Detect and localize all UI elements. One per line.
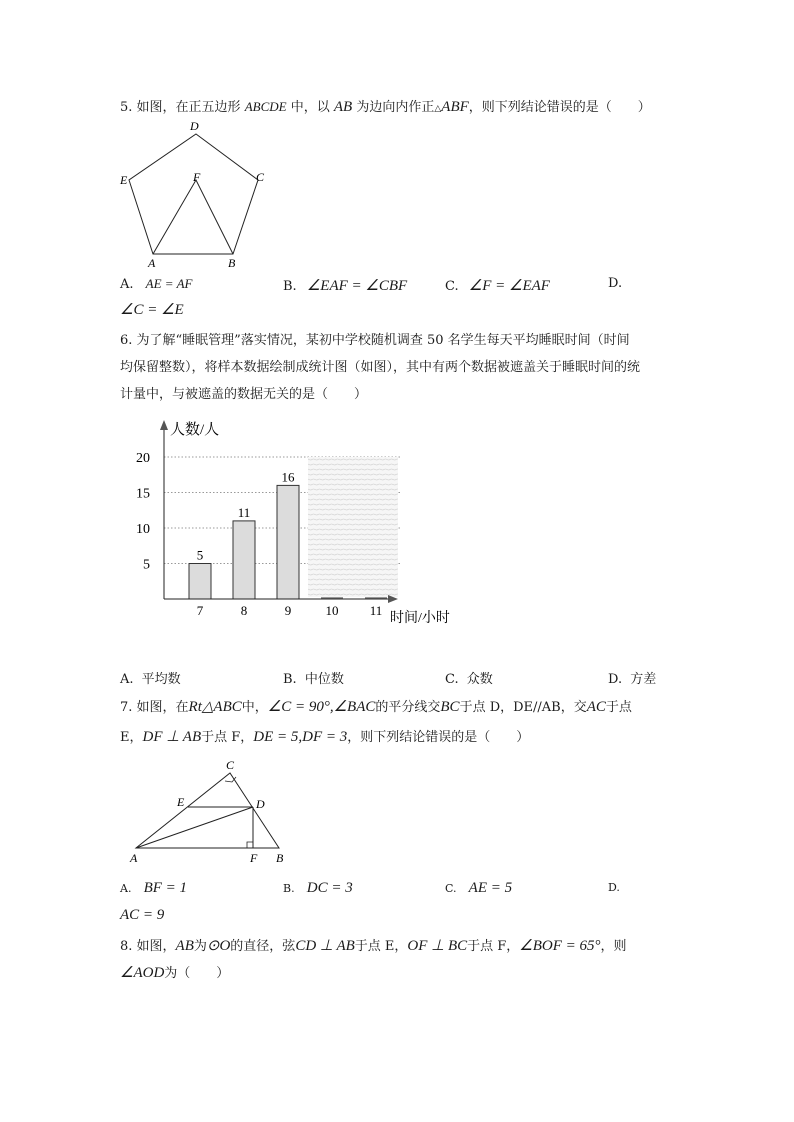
q6-option-b[interactable] bbox=[283, 668, 344, 687]
y-axis-arrow bbox=[160, 420, 168, 430]
q6-option-c-text: 众数 bbox=[466, 672, 493, 687]
q7-bc: BC bbox=[440, 699, 460, 715]
q5-option-c[interactable] bbox=[445, 276, 550, 295]
q7-option-b-expr: DC = 3 bbox=[306, 880, 353, 896]
q6-bar-chart bbox=[120, 412, 470, 632]
q8-text-e: 于点 F， bbox=[467, 939, 520, 954]
q5-option-a-letter: A. bbox=[120, 277, 134, 292]
y-tick-label: 15 bbox=[136, 486, 150, 502]
q6-option-a-letter: A. bbox=[120, 672, 134, 687]
q7-option-c-expr: AE = 5 bbox=[468, 880, 513, 896]
x-tick-label: 8 bbox=[240, 603, 248, 618]
q5-triangle: ABF bbox=[441, 99, 469, 115]
q7-option-d-expr: AC = 9 bbox=[120, 907, 165, 923]
q6-option-d-text: 方差 bbox=[630, 672, 657, 687]
q5-option-b-letter: B. bbox=[283, 279, 297, 294]
bar-value-label: 11 bbox=[237, 504, 251, 520]
q7-label-c: C bbox=[226, 758, 235, 772]
q5-side: AB bbox=[333, 99, 353, 115]
q7-text-b: 中， bbox=[241, 700, 268, 715]
q5-label-a: A bbox=[148, 256, 156, 268]
x-tick-label: 11 bbox=[369, 603, 383, 618]
q5-label-d: D bbox=[190, 119, 199, 133]
q6-option-d-letter: D. bbox=[608, 672, 623, 687]
q7-line2-a: E， bbox=[120, 730, 143, 745]
q6-option-c[interactable] bbox=[445, 668, 493, 687]
q7-label-b: B bbox=[276, 851, 284, 865]
q7-option-a-letter: A. bbox=[120, 882, 132, 895]
y-axis-title: 人数/人 bbox=[170, 422, 220, 438]
q7-line2-c: ，则下列结论错误的是（ ） bbox=[347, 730, 530, 745]
q7-line2-b: 于点 F， bbox=[201, 730, 254, 745]
q7-cond2: DF ⊥ AB bbox=[142, 729, 202, 745]
x-tick-label: 7 bbox=[196, 603, 204, 618]
q6-option-a[interactable] bbox=[120, 668, 181, 687]
q8-stem-line2 bbox=[120, 962, 229, 982]
q5-text-b: 中，以 bbox=[290, 100, 330, 115]
q6-line3: 计量中，与被遮盖的数据无关的是（ ） bbox=[120, 387, 368, 402]
x-tick-label: 10 bbox=[325, 603, 339, 618]
q6-option-c-letter: C. bbox=[445, 672, 459, 687]
q8-text-a: 8. 如图， bbox=[120, 939, 176, 954]
q5-label-b: B bbox=[228, 256, 236, 268]
q7-text-c: 的平分线交 bbox=[375, 700, 441, 715]
q7-ac: AC bbox=[586, 699, 606, 715]
q5-label-c: C bbox=[256, 170, 265, 184]
q7-option-c[interactable] bbox=[445, 880, 512, 897]
q7-cond3: DE = 5,DF = 3 bbox=[253, 729, 348, 745]
q5-option-d-expr: ∠C = ∠E bbox=[120, 302, 184, 318]
y-tick-label: 5 bbox=[143, 557, 150, 573]
q7-cond1: ∠C = 90°,∠BAC bbox=[267, 699, 376, 715]
q7-text-e: 于点 bbox=[605, 700, 632, 715]
q7-option-c-letter: C. bbox=[445, 882, 457, 895]
q5-option-d-letter: D. bbox=[608, 276, 623, 291]
y-tick-label: 10 bbox=[136, 522, 150, 537]
q8-text-c: 的直径，弦 bbox=[230, 939, 296, 954]
q7-text-d: 于点 D，DE//AB，交 bbox=[459, 700, 587, 715]
q7-option-d[interactable] bbox=[608, 880, 620, 895]
y-tick-label: 20 bbox=[136, 451, 150, 466]
q7-option-a[interactable] bbox=[120, 880, 187, 897]
q8-text-d: 于点 E， bbox=[354, 939, 408, 954]
q8-line2-expr: ∠AOD bbox=[120, 965, 165, 981]
q8-circle: ⊙O bbox=[206, 938, 231, 954]
q7-option-d-letter: D. bbox=[608, 881, 620, 894]
q7-option-b[interactable] bbox=[283, 880, 353, 897]
q5-option-b-expr: ∠EAF = ∠CBF bbox=[306, 278, 408, 294]
q7-triangle-figure bbox=[120, 752, 300, 867]
q8-stem-line1 bbox=[120, 935, 627, 955]
covered-data-region bbox=[308, 457, 398, 597]
x-tick-label: 9 bbox=[284, 603, 292, 618]
right-angle-f bbox=[247, 842, 253, 848]
q5-option-c-expr: ∠F = ∠EAF bbox=[468, 278, 550, 294]
q5-pentagon-figure bbox=[110, 118, 280, 268]
q8-text-f: ，则 bbox=[600, 939, 627, 954]
x-axis-title: 时间/小时 bbox=[390, 611, 450, 626]
segment-ad bbox=[136, 807, 253, 848]
q5-triangle-sym: △ bbox=[434, 104, 442, 114]
q7-label-d: D bbox=[256, 797, 265, 811]
q6-option-b-letter: B. bbox=[283, 672, 297, 687]
q8-cond3: ∠BOF = 65° bbox=[519, 938, 601, 954]
q8-cond2: OF ⊥ BC bbox=[407, 938, 468, 954]
q8-cond1: CD ⊥ AB bbox=[295, 938, 355, 954]
q7-option-a-expr: BF = 1 bbox=[143, 880, 188, 896]
q5-option-a[interactable] bbox=[120, 276, 192, 292]
bar bbox=[277, 485, 299, 599]
q5-text-a: 5. 如图，在正五边形 bbox=[120, 100, 241, 115]
q6-option-d[interactable] bbox=[608, 668, 656, 687]
bar bbox=[189, 564, 211, 600]
q6-option-b-text: 中位数 bbox=[304, 672, 344, 687]
bar bbox=[233, 521, 255, 599]
q5-text-d: ，则下列结论错误的是（ ） bbox=[468, 100, 651, 115]
right-angle-c bbox=[225, 777, 236, 782]
q5-option-d[interactable] bbox=[608, 276, 622, 291]
q5-text-c: 为边向内作正 bbox=[356, 100, 435, 115]
q6-line2: 均保留整数），将样本数据绘制成统计图（如图），其中有两个数据被遮盖关于睡眠时间的统 bbox=[120, 360, 641, 375]
q7-label-f: F bbox=[250, 851, 258, 865]
q8-text-b: 为 bbox=[193, 939, 207, 954]
q8-line2-text: 为（ ） bbox=[164, 966, 230, 981]
bar-value-label: 5 bbox=[196, 547, 204, 563]
q7-option-b-letter: B. bbox=[283, 882, 295, 895]
q7-triangle: Rt△ABC bbox=[188, 699, 242, 715]
q5-option-b[interactable] bbox=[283, 276, 407, 295]
q8-ab: AB bbox=[175, 938, 194, 954]
q7-label-e: E bbox=[177, 795, 185, 809]
q7-stem-line1 bbox=[120, 696, 632, 716]
q6-line1: 6. 为了解“睡眠管理”落实情况，某初中学校随机调查 50 名学生每天平均睡眠时间（时间 bbox=[120, 333, 630, 348]
q7-label-a: A bbox=[130, 851, 138, 865]
q5-option-a-expr: AE = AF bbox=[145, 276, 193, 291]
q5-label-f: F bbox=[193, 170, 201, 184]
triangle-abf bbox=[153, 180, 233, 254]
q5-pentagon-name: ABCDE bbox=[244, 99, 287, 114]
q7-text-a: 7. 如图，在 bbox=[120, 700, 189, 715]
pentagon-shape bbox=[129, 134, 258, 254]
q5-option-c-letter: C. bbox=[445, 279, 459, 294]
q5-label-e: E bbox=[120, 173, 128, 187]
q7-stem-line2 bbox=[120, 726, 529, 746]
bar-value-label: 16 bbox=[281, 469, 295, 485]
q6-option-a-text: 平均数 bbox=[141, 672, 181, 687]
q5-stem bbox=[120, 96, 651, 116]
